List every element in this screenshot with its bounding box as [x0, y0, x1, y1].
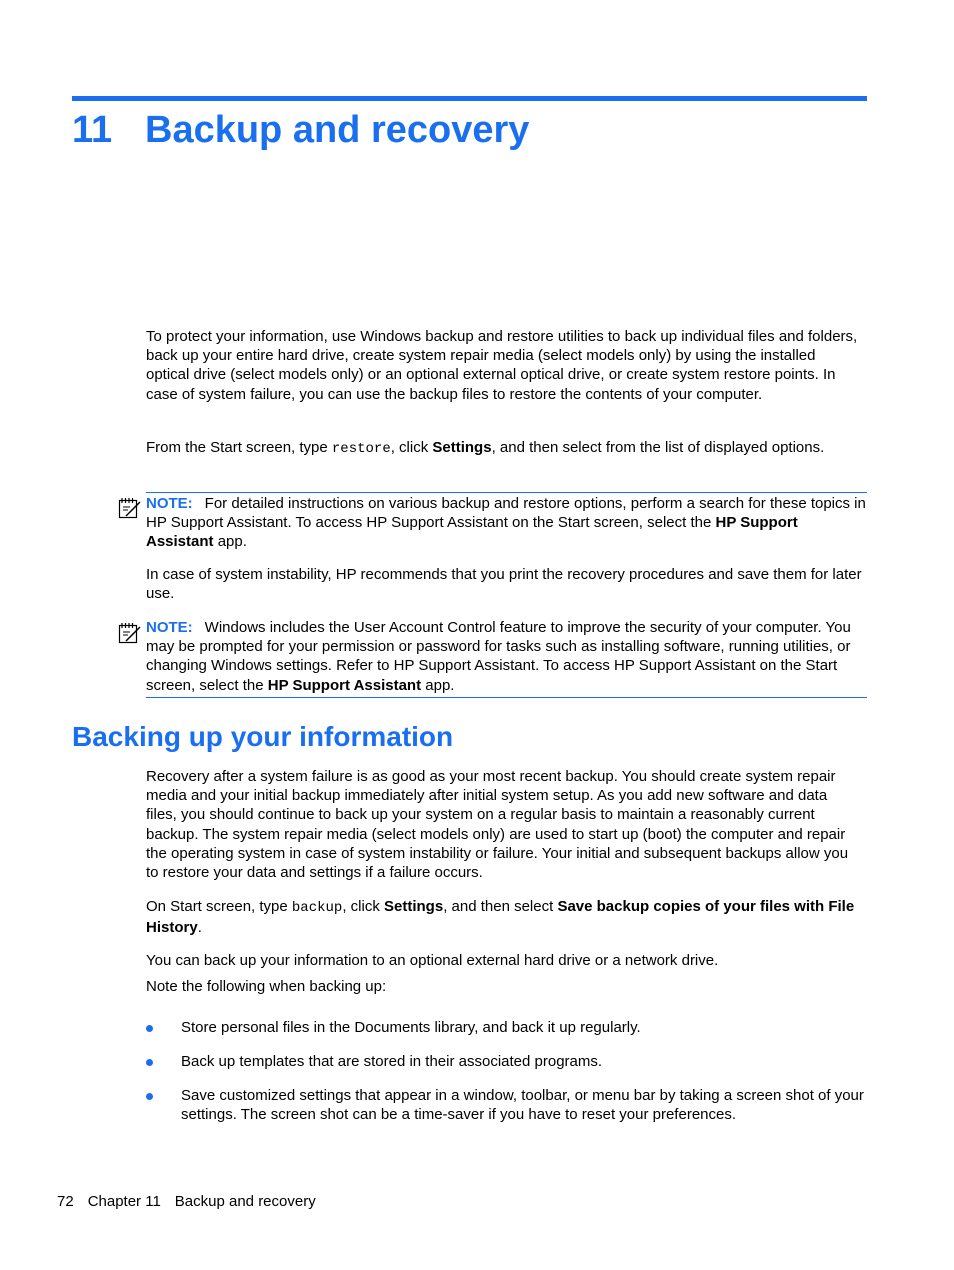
intro-start-screen-paragraph: From the Start screen, type restore, click Settings, and then select from the list of displayed options. [146, 439, 825, 457]
chapter-number: 11 [72, 109, 113, 151]
bullet-icon [146, 1025, 153, 1032]
chapter-rule [72, 96, 867, 101]
settings-bold: Settings [432, 439, 492, 456]
footer-chapter: Chapter 11 [87, 1193, 161, 1210]
code-backup: backup [291, 900, 343, 916]
chapter-title [72, 106, 529, 154]
intro-paragraph: To protect your information, use Windows backup and restore utilities to back up individual files and folders, back up your entire hard drive, create system repair media (select models only) by using the installed optical drive (select models only) or an optional external optical drive, or create system restore points. In case of system failure, you can use the backup files to restore the contents of your computer. [146, 328, 858, 403]
external-drive-paragraph: You can back up your information to an optional external hard drive or a network drive. [146, 952, 719, 969]
list-item: Store personal files in the Documents library, and back it up regularly. [146, 1018, 867, 1037]
footer-title: Backup and recovery [174, 1193, 316, 1210]
note-following-paragraph: Note the following when backing up: [146, 978, 387, 995]
note-label: NOTE: [146, 619, 193, 636]
note-pad-icon [118, 497, 142, 519]
list-item: Back up templates that are stored in their associated programs. [146, 1052, 867, 1071]
backup-start-screen-paragraph: On Start screen, type backup, click Settings, and then select Save backup copies of your files with File History. [146, 898, 855, 937]
recovery-paragraph: Recovery after a system failure is as good as your most recent backup. You should create system repair media and your initial backup immediately after initial system setup. As you add new software and data files, you should continue to back up your system on a regular basis to maintain a reasonably current backup. The system repair media (select models only) are used to start up (boot) the computer and repair the operating system in case of system instability or failure. Your initial and subsequent backups allow you to restore your data and settings if a failure occurs. [146, 768, 849, 882]
list-item: Save customized settings that appear in a window, toolbar, or menu bar by taking a screen shot of your settings. The screen shot can be a time-saver if you have to reset your preferences. [146, 1086, 867, 1124]
note-user-account-control: NOTE: Windows includes the User Account Control feature to improve the security of your computer. You may be prompted for your permission or password for tasks such as installing software, running utilities, or changing Windows settings. Refer to HP Support Assistant. To access HP Support Assistant on the Start screen, select the HP Support Assistant app. [146, 618, 867, 698]
instability-paragraph: In case of system instability, HP recommends that you print the recovery procedures and save them for later use. [146, 566, 862, 603]
note-label: NOTE: [146, 495, 193, 512]
note-pad-icon [118, 622, 142, 644]
chapter-title-text: Backup and recovery [145, 109, 530, 151]
page-number: 72 [57, 1193, 74, 1210]
bullet-icon [146, 1059, 153, 1066]
note-backup-options: NOTE: For detailed instructions on various backup and restore options, perform a search for these topics in HP Support Assistant. To access HP Support Assistant on the Start screen, select the HP Support Assistant app. [146, 492, 867, 552]
bullet-icon [146, 1093, 153, 1100]
section-title: Backing up your information [72, 721, 454, 752]
page-footer [57, 1192, 330, 1211]
code-restore: restore [331, 441, 391, 457]
